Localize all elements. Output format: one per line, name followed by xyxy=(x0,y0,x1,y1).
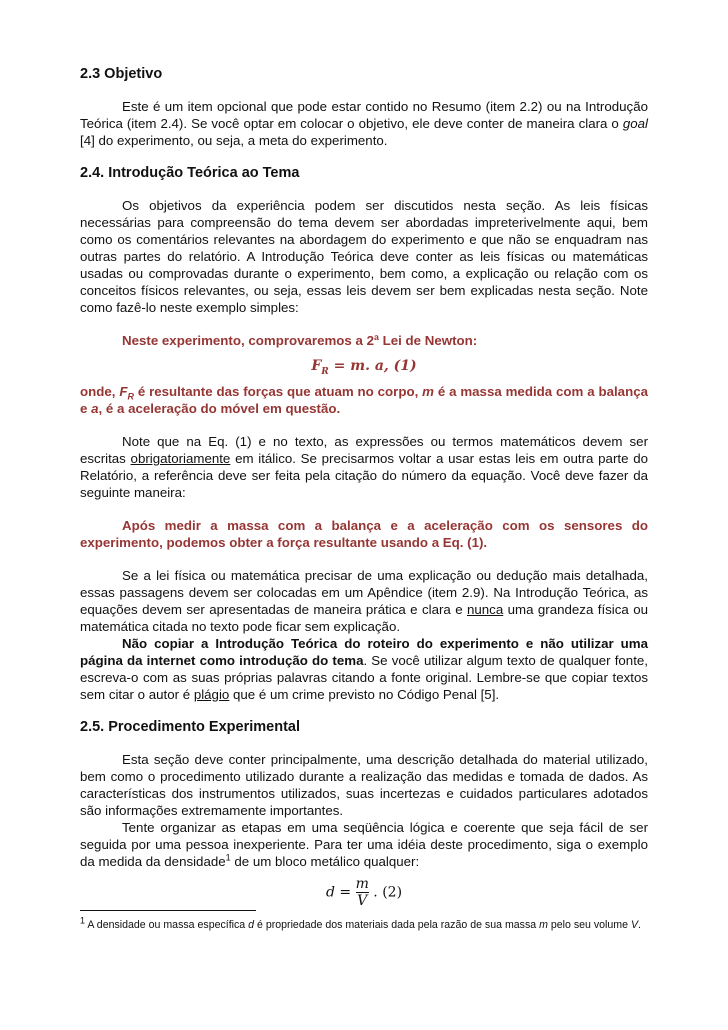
fraction: $\frac{m}{V}$ xyxy=(355,876,369,909)
footnote-separator xyxy=(80,910,256,911)
procedimento-paragraph-2: Tente organizar as etapas em uma seqüência lógica e coerente que seja fácil de ser seguida por uma pessoa inexperiente. Para ter uma idéia deste procedimento, siga o exemplo da medida da densidade$^1$ de um bloco metálico qualquer: xyxy=(80,820,648,869)
section-heading-procedimento: 2.5. Procedimento Experimental xyxy=(80,719,300,735)
footnote: $^1$ A densidade ou massa específica d é propriedade dos materiais dada pela razão de sua massa m pelo seu volume V. xyxy=(80,915,641,931)
introducao-paragraph-1: Os objetivos da experiência podem ser discutidos nesta seção. As leis físicas necessárias para compreensão do tema devem ser abordadas impreterivelmente aqui, bem como os comentários relevantes na abordagem do experimento e que não se enquadram nas outras partes do relatório. A Introdução Teórica deve conter as leis físicas ou matemáticas usadas ou comprovadas durante o experimento, bem como, a explicação ou relação com os conceitos físicos relevantes, ou seja, essas leis devem ser bem explicadas nesta seção. Note como fazê-lo neste exemplo simples: xyxy=(80,198,648,315)
objetivo-paragraph: Este é um item opcional que pode estar contido no Resumo (item 2.2) ou na Introdução Teórica (item 2.4). Se você optar em colocar o objetivo, ele deve conter de maneira clara o goal [4] do experimento, ou seja, a meta do experimento. xyxy=(80,99,648,148)
introducao-paragraph-2: Note que na Eq. (1) e no texto, as expressões ou termos matemáticos devem ser escritas obrigatoriamente em itálico. Se precisarmos voltar a usar estas leis em outra parte do Relatório, a referência deve ser feita pela citação do número da equação. Você deve fazer da seguinte maneira: xyxy=(80,434,648,500)
introducao-paragraph-3: Se a lei física ou matemática precisar de uma explicação ou dedução mais detalhada, essas passagens devem ser colocadas em um Apêndice (item 2.9). Na Introdução Teórica, as equações devem ser apresentadas de maneira prática e clara e nunca uma grandeza física ou matemática citada no texto pode ficar sem explicação. xyxy=(80,568,648,634)
example-2: Após medir a massa com a balança e a aceleração com os sensores do experimento, podemos obter a força resultante usando a Eq. (1). xyxy=(80,518,648,550)
equation-2: d = $\frac{m}{V}$ . (2) xyxy=(325,876,403,909)
section-heading-introducao: 2.4. Introdução Teórica ao Tema xyxy=(80,165,300,181)
introducao-paragraph-4: Não copiar a Introdução Teórica do roteiro do experimento e não utilizar uma página da internet como introdução do tema. Se você utilizar algum texto de qualquer fonte, escreva-o com as suas próprias palavras citando a fonte original. Lembre-se que copiar textos sem citar o autor é plágio que é um crime previsto no Código Penal [5]. xyxy=(80,636,648,702)
example-intro: Neste experimento, comprovaremos a 2ª Lei de Newton: xyxy=(122,333,478,348)
procedimento-paragraph-1: Esta seção deve conter principalmente, uma descrição detalhada do material utilizado, bem como o procedimento utilizado durante a realização das medidas e tomada de dados. As características dos instrumentos utilizados, suas incertezas e cuidados particulares adotados são informações extremamente importantes. xyxy=(80,752,648,818)
equation-1-definition: onde, $F_R$ é resultante das forças que atuam no corpo, m é a massa medida com a balança e a, é a aceleração do móvel em questão. xyxy=(80,384,648,416)
section-heading-objetivo: 2.3 Objetivo xyxy=(80,66,163,82)
equation-1: $F_R = m$. a, (1) xyxy=(311,358,417,377)
document-body xyxy=(80,64,648,909)
